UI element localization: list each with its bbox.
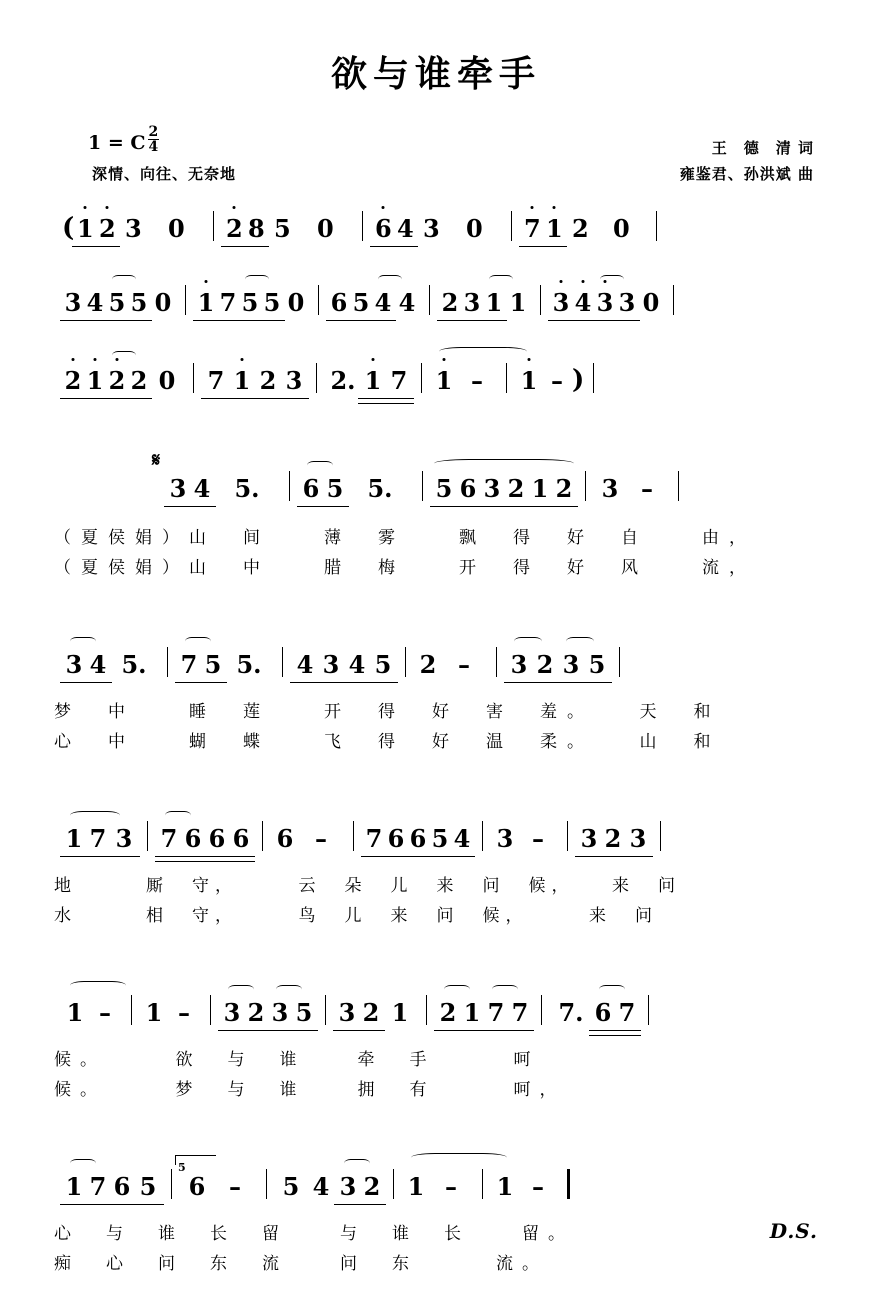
note: 0 bbox=[465, 214, 483, 243]
barline bbox=[282, 647, 283, 677]
note: 1 bbox=[62, 999, 88, 1027]
note: 1 bbox=[74, 215, 96, 243]
barline bbox=[648, 995, 649, 1025]
barline bbox=[506, 363, 507, 393]
note: 5 bbox=[201, 651, 225, 679]
note: 0 bbox=[154, 288, 172, 317]
note: 7 bbox=[177, 651, 201, 679]
note: 6 bbox=[328, 289, 350, 317]
note: 3 bbox=[281, 367, 307, 395]
time-signature bbox=[148, 125, 160, 154]
note-hold: – bbox=[551, 366, 563, 395]
note: 3 bbox=[335, 999, 359, 1027]
note-row-3 bbox=[54, 349, 818, 395]
note: 3 bbox=[616, 289, 638, 317]
note: 1 bbox=[360, 367, 386, 395]
sheet-music-page bbox=[0, 46, 872, 1296]
lyric-text: 梦 中 睡 莲 开 得 好 害 羞。 天 和 bbox=[54, 702, 721, 722]
note: 3 bbox=[625, 825, 651, 853]
note: 2 bbox=[62, 367, 84, 395]
barline bbox=[185, 285, 186, 315]
barline bbox=[316, 363, 317, 393]
note: 5 bbox=[350, 289, 372, 317]
note: 3 bbox=[461, 289, 483, 317]
music-system-1 bbox=[54, 197, 818, 271]
note: 3 bbox=[601, 474, 619, 503]
lyric-line-1 bbox=[54, 871, 818, 897]
note: 8 bbox=[245, 215, 267, 243]
note: 1 bbox=[460, 999, 484, 1027]
barline bbox=[405, 647, 406, 677]
note: 1 bbox=[62, 825, 86, 853]
note-hold: – bbox=[532, 824, 544, 853]
note: 6 bbox=[456, 475, 480, 503]
barline bbox=[325, 995, 326, 1025]
note: 6 bbox=[181, 825, 205, 853]
barline bbox=[541, 995, 542, 1025]
note-hold: – bbox=[471, 366, 483, 395]
note: 2 bbox=[106, 367, 128, 395]
note-hold: – bbox=[458, 650, 470, 679]
note: 3 bbox=[577, 825, 601, 853]
note: 3 bbox=[124, 214, 142, 243]
barline bbox=[482, 821, 483, 851]
lyric-text: 痴 心 问 东 流 问 东 流。 bbox=[54, 1254, 548, 1274]
note: 0 bbox=[167, 214, 185, 243]
lyric-line-2 bbox=[54, 727, 818, 753]
page-title: 欲与谁牵手 bbox=[330, 53, 541, 95]
note: 1 bbox=[145, 998, 163, 1027]
close-paren: ) bbox=[572, 365, 585, 395]
key-label: 1 = C bbox=[88, 132, 146, 154]
note: 5. bbox=[121, 650, 147, 679]
note: 4 bbox=[292, 651, 318, 679]
note: 0 bbox=[612, 214, 630, 243]
open-paren: ( bbox=[62, 213, 75, 243]
note: 5 bbox=[584, 651, 610, 679]
note: 6 bbox=[372, 215, 394, 243]
note: 0 bbox=[287, 288, 305, 317]
barline bbox=[660, 821, 661, 851]
note: 6 bbox=[407, 825, 429, 853]
barline bbox=[593, 363, 594, 393]
note: 5 bbox=[106, 289, 128, 317]
note: 1 bbox=[195, 289, 217, 317]
note: 4 bbox=[572, 289, 594, 317]
lyric-line-2 bbox=[54, 1075, 818, 1101]
note: 5 bbox=[261, 289, 283, 317]
note: 1 bbox=[528, 475, 552, 503]
note: 5 bbox=[432, 475, 456, 503]
note: 2 bbox=[419, 650, 437, 679]
barline bbox=[171, 1169, 172, 1199]
note: 0 bbox=[316, 214, 334, 243]
ds-marking: D.S. bbox=[769, 1219, 818, 1243]
note: 3 bbox=[318, 651, 344, 679]
note-row-5 bbox=[54, 633, 818, 679]
note: 5. bbox=[367, 474, 393, 503]
note-hold: – bbox=[445, 1172, 457, 1201]
note: 3 bbox=[268, 999, 292, 1027]
note: 5. bbox=[236, 650, 262, 679]
music-system-7 bbox=[54, 981, 818, 1131]
music-system-6 bbox=[54, 807, 818, 957]
lyric-line-1 bbox=[54, 1219, 818, 1245]
composer-credit: 雍鉴君、孙洪斌 曲 bbox=[679, 165, 814, 183]
note: 5 bbox=[292, 999, 316, 1027]
note: 5 bbox=[370, 651, 396, 679]
music-system-2 bbox=[54, 271, 818, 349]
note: 5 bbox=[128, 289, 150, 317]
note: 7 bbox=[157, 825, 181, 853]
note: 1 bbox=[516, 367, 542, 395]
note: 2 bbox=[244, 999, 268, 1027]
barline bbox=[673, 285, 674, 315]
note: 5 bbox=[429, 825, 451, 853]
expression-marking: 深情、向往、无奈地 bbox=[92, 165, 237, 183]
barline bbox=[540, 285, 541, 315]
key-signature bbox=[88, 125, 159, 154]
note: 2 bbox=[255, 367, 281, 395]
final-barline bbox=[567, 1169, 570, 1199]
note: 1 bbox=[483, 289, 505, 317]
note: 7 bbox=[521, 215, 543, 243]
note-row-7 bbox=[54, 981, 818, 1027]
credits bbox=[680, 135, 814, 187]
note: 2 bbox=[439, 289, 461, 317]
note: 3 bbox=[62, 651, 86, 679]
lyric-text: 候。 梦 与 谁 拥 有 呵， bbox=[54, 1080, 566, 1100]
lyric-line-1 bbox=[54, 1045, 818, 1071]
lyric-text: （夏侯娟）山 中 腊 梅 开 得 好 风 流， bbox=[54, 558, 756, 578]
barline bbox=[193, 363, 194, 393]
note: 1 bbox=[509, 288, 527, 317]
barline bbox=[213, 211, 214, 241]
note: 0 bbox=[642, 288, 660, 317]
barline bbox=[353, 821, 354, 851]
barline bbox=[289, 471, 290, 501]
barline bbox=[147, 821, 148, 851]
note-hold: – bbox=[532, 1172, 544, 1201]
lyric-line-1 bbox=[54, 523, 818, 549]
note: 6 bbox=[591, 999, 615, 1027]
lyric-line-2 bbox=[54, 553, 818, 579]
music-system-4 bbox=[54, 449, 818, 609]
note: 3 bbox=[594, 289, 616, 317]
barline bbox=[393, 1169, 394, 1199]
note: 2 bbox=[504, 475, 528, 503]
note: 5 bbox=[239, 289, 261, 317]
lyric-text: 水 相 守， 鸟 儿 来 问 候， 来 问 bbox=[54, 906, 658, 926]
note: 2 bbox=[601, 825, 625, 853]
note: 7 bbox=[615, 999, 639, 1027]
barline bbox=[131, 995, 132, 1025]
note: 2 bbox=[96, 215, 118, 243]
note: 4 bbox=[394, 215, 416, 243]
note: 1 bbox=[403, 1173, 429, 1201]
music-system-3 bbox=[54, 349, 818, 435]
note: 4 bbox=[372, 289, 394, 317]
note: 3 bbox=[110, 825, 138, 853]
note-row-1 bbox=[54, 197, 818, 243]
note: 1 bbox=[84, 367, 106, 395]
barline bbox=[656, 211, 657, 241]
note: 2 bbox=[360, 1173, 384, 1201]
note: 2 bbox=[436, 999, 460, 1027]
note: 4 bbox=[84, 289, 106, 317]
note: 4 bbox=[344, 651, 370, 679]
lyric-text: （夏侯娟）山 间 薄 雾 飘 得 好 自 由， bbox=[54, 528, 756, 548]
note: 7 bbox=[386, 367, 412, 395]
meter-numerator: 2 bbox=[148, 124, 159, 140]
barline bbox=[210, 995, 211, 1025]
barline bbox=[511, 211, 512, 241]
note: 7 bbox=[484, 999, 508, 1027]
note: 5 bbox=[282, 1172, 300, 1201]
note: 3 bbox=[422, 214, 440, 243]
barline bbox=[619, 647, 620, 677]
note: 3 bbox=[496, 824, 514, 853]
lyric-text: 心 与 谁 长 留 与 谁 长 留。 bbox=[54, 1224, 574, 1244]
note-hold: – bbox=[315, 824, 327, 853]
note: 5 bbox=[273, 214, 291, 243]
note-hold: – bbox=[641, 474, 653, 503]
note: 4 bbox=[86, 651, 110, 679]
note: 7 bbox=[86, 1173, 110, 1201]
note: 1 bbox=[62, 1173, 86, 1201]
note: 2 bbox=[532, 651, 558, 679]
music-system-8 bbox=[54, 1155, 818, 1305]
barline bbox=[426, 995, 427, 1025]
lyric-text: 心 中 蝴 蝶 飞 得 好 温 柔。 山 和 bbox=[54, 732, 721, 752]
note: 7 bbox=[86, 825, 110, 853]
note: 1 bbox=[496, 1172, 514, 1201]
note: 4 bbox=[451, 825, 473, 853]
note-row-4 bbox=[54, 457, 818, 503]
header-info bbox=[0, 125, 872, 197]
note: 7. bbox=[558, 998, 584, 1027]
note: 2 bbox=[359, 999, 383, 1027]
note: 6 5 bbox=[181, 1173, 213, 1201]
note: 2 bbox=[571, 214, 589, 243]
note: 3 bbox=[480, 475, 504, 503]
meter-denominator: 4 bbox=[148, 139, 159, 155]
barline bbox=[482, 1169, 483, 1199]
lyric-line-1 bbox=[54, 697, 818, 723]
note: 6 bbox=[205, 825, 229, 853]
barline bbox=[678, 471, 679, 501]
lyric-text: 候。 欲 与 谁 牵 手 呵 bbox=[54, 1050, 540, 1070]
note: 3 bbox=[558, 651, 584, 679]
note: 6 bbox=[299, 475, 323, 503]
barline bbox=[362, 211, 363, 241]
note-hold: – bbox=[229, 1172, 241, 1201]
note: 2. bbox=[330, 366, 356, 395]
note-hold: – bbox=[99, 998, 111, 1027]
note-row-6 bbox=[54, 807, 818, 853]
barline bbox=[318, 285, 319, 315]
note: 1 bbox=[229, 367, 255, 395]
barline bbox=[167, 647, 168, 677]
note: 4 bbox=[312, 1172, 330, 1201]
lyricist-credit: 王 德 清 词 bbox=[711, 139, 814, 157]
barline bbox=[585, 471, 586, 501]
note: 5. bbox=[234, 474, 260, 503]
note: 3 bbox=[336, 1173, 360, 1201]
note: 3 bbox=[62, 289, 84, 317]
note: 3 bbox=[506, 651, 532, 679]
barline bbox=[266, 1169, 267, 1199]
barline bbox=[496, 647, 497, 677]
note: 7 bbox=[363, 825, 385, 853]
lyric-line-2 bbox=[54, 1249, 818, 1275]
barline bbox=[262, 821, 263, 851]
barline bbox=[567, 821, 568, 851]
note: 1 bbox=[431, 367, 457, 395]
note-row-2 bbox=[54, 271, 818, 317]
note: 1 bbox=[543, 215, 565, 243]
note: 4 bbox=[398, 288, 416, 317]
note: 7 bbox=[508, 999, 532, 1027]
note: 1 bbox=[391, 998, 409, 1027]
barline bbox=[421, 363, 422, 393]
note: 2 bbox=[128, 367, 150, 395]
note: 5 bbox=[323, 475, 347, 503]
note: 2 bbox=[552, 475, 576, 503]
note: 6 bbox=[385, 825, 407, 853]
barline bbox=[429, 285, 430, 315]
note: 3 bbox=[166, 475, 190, 503]
note: 5 bbox=[134, 1173, 162, 1201]
note: 6 bbox=[229, 825, 253, 853]
barline bbox=[422, 471, 423, 501]
lyric-text: 地 厮 守， 云 朵 儿 来 问 候， 来 问 bbox=[54, 876, 681, 896]
note: 2 bbox=[223, 215, 245, 243]
lyric-line-2 bbox=[54, 901, 818, 927]
note: 4 bbox=[190, 475, 214, 503]
segno-icon: 𝄋 bbox=[152, 449, 161, 471]
music-system-5 bbox=[54, 633, 818, 783]
note: 0 bbox=[158, 366, 176, 395]
note: 7 bbox=[217, 289, 239, 317]
note: 3 bbox=[550, 289, 572, 317]
note-row-8 bbox=[54, 1155, 818, 1201]
note: 3 bbox=[220, 999, 244, 1027]
note: 6 bbox=[110, 1173, 134, 1201]
note: 7 bbox=[203, 367, 229, 395]
note-hold: – bbox=[178, 998, 190, 1027]
note: 6 bbox=[276, 824, 294, 853]
